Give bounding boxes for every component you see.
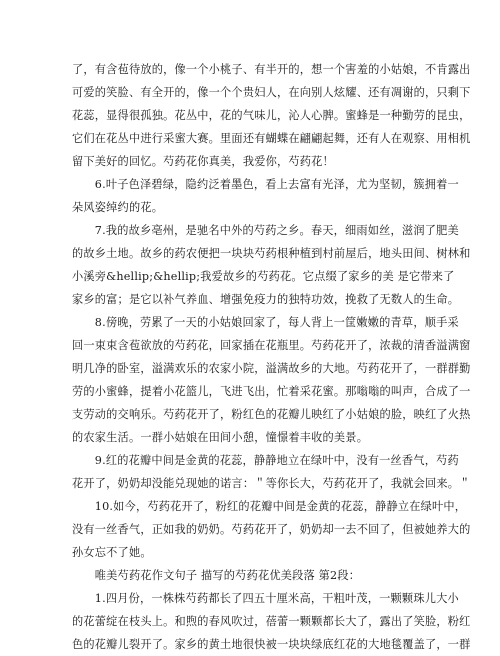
- text-line: 的花蕾绽在枝头上。和煦的春风吹过，蓓蕾一颗颗都长大了，露出了笑脸，粉红: [72, 615, 471, 628]
- text-line: 朵风姿绰约的花。: [72, 201, 164, 214]
- text-line: 花开了，奶奶却没能兑现她的诺言：＂等你长大，芍药花开了，我就会回来。＂: [72, 477, 471, 490]
- text-line: 没有一丝香气，正如我的奶奶。芍药花开了，奶奶却一去不回了，但被她养大的: [72, 523, 471, 536]
- text-line: 唯美芍药花作文句子 描写的芍药花优美段落 第2段：: [72, 569, 361, 582]
- paragraph: [72, 58, 471, 173]
- text-line: 留下美好的回忆。芍药花你真美，我爱你，芍药花！: [72, 155, 334, 168]
- paragraph: [72, 173, 459, 219]
- text-line: 花蕊，显得很孤独。花丛中，花的气味儿，沁人心脾。蜜蜂是一种勤劳的昆虫，: [72, 109, 471, 122]
- paragraph: [72, 564, 444, 587]
- paragraph: [72, 311, 471, 449]
- text-line: 了，有含苞待放的，像一个小桃子、有半开的，想一个害羞的小姑娘，不肯露出: [72, 63, 471, 76]
- text-line: 10.如今，芍药花开了，粉红的花瓣中间是金黄的花蕊，静静立在绿叶中，: [72, 500, 467, 513]
- text-line: 支劳动的交响乐。芍药花开了，粉红色的花瓣儿映红了小姑娘的脸，映红了火热: [72, 408, 471, 421]
- text-line: 7.我的故乡亳州，是驰名中外的芍药之乡。春天，细雨如丝，滋润了肥美: [72, 224, 459, 237]
- text-line: 劳的小蜜蜂，提着小花篮儿，飞进飞出，忙着采花蜜。那嗡嗡的叫声，合成了一: [72, 385, 471, 398]
- paragraph: [72, 495, 471, 564]
- text-line: 9.红的花瓣中间是金黄的花蕊，静静地立在绿叶中，没有一丝香气，芍药: [72, 454, 459, 467]
- paragraph: [72, 219, 471, 311]
- paragraph: [72, 449, 471, 495]
- text-line: 孙女忘不了她。: [72, 546, 152, 559]
- text-line: 8.傍晚，劳累了一天的小姑娘回家了，每人背上一筐嫩嫩的青草，顺手采: [72, 316, 459, 329]
- paragraph: [72, 587, 471, 656]
- text-line: 1.四月份，一株株芍药都长了四五十厘米高，干粗叶茂，一颗颗珠儿大小: [72, 592, 459, 605]
- text-line: 回一束束含苞欲放的芍药花，回家插在花瓶里。芍药花开了，浓裁的清香溢满窗: [72, 339, 471, 352]
- text-line: 小溪旁&hellip;&hellip;我爱故乡的芍药花。它点缀了家乡的美 是它带来了: [72, 270, 455, 283]
- text-line: 明几净的卧室，溢满欢乐的农家小院，溢满故乡的大地。芍药花开了，一群群勤: [72, 362, 471, 375]
- text-line: 6.叶子色泽碧绿，隐约泛着墨色，看上去富有光泽，尤为坚韧，簇拥着一: [72, 178, 459, 191]
- text-line: 家乡的富；是它以补气养血、增强免疫力的独特功效，挽救了无数人的生命。: [72, 293, 460, 306]
- text-line: 的农家生活。一群小姑娘在田间小憩，憧憬着丰收的美景。: [72, 431, 369, 444]
- text-line: 的故乡土地。故乡的药农便把一块块芍药根种植到村前屋后，地头田间、树林和: [72, 247, 471, 260]
- text-line: 它们在花丛中进行采蜜大赛。里面还有蝴蝶在翩翩起舞，还有人在观察、用相机: [72, 132, 471, 145]
- text-line: 色的花瓣儿裂开了。家乡的黄土地很快被一块块绿底红花的大地毯覆盖了，一群: [72, 638, 471, 651]
- text-line: 可爱的笑脸、有全开的，像一个个贵妇人，在向别人炫耀、还有凋谢的，只剩下: [72, 86, 471, 99]
